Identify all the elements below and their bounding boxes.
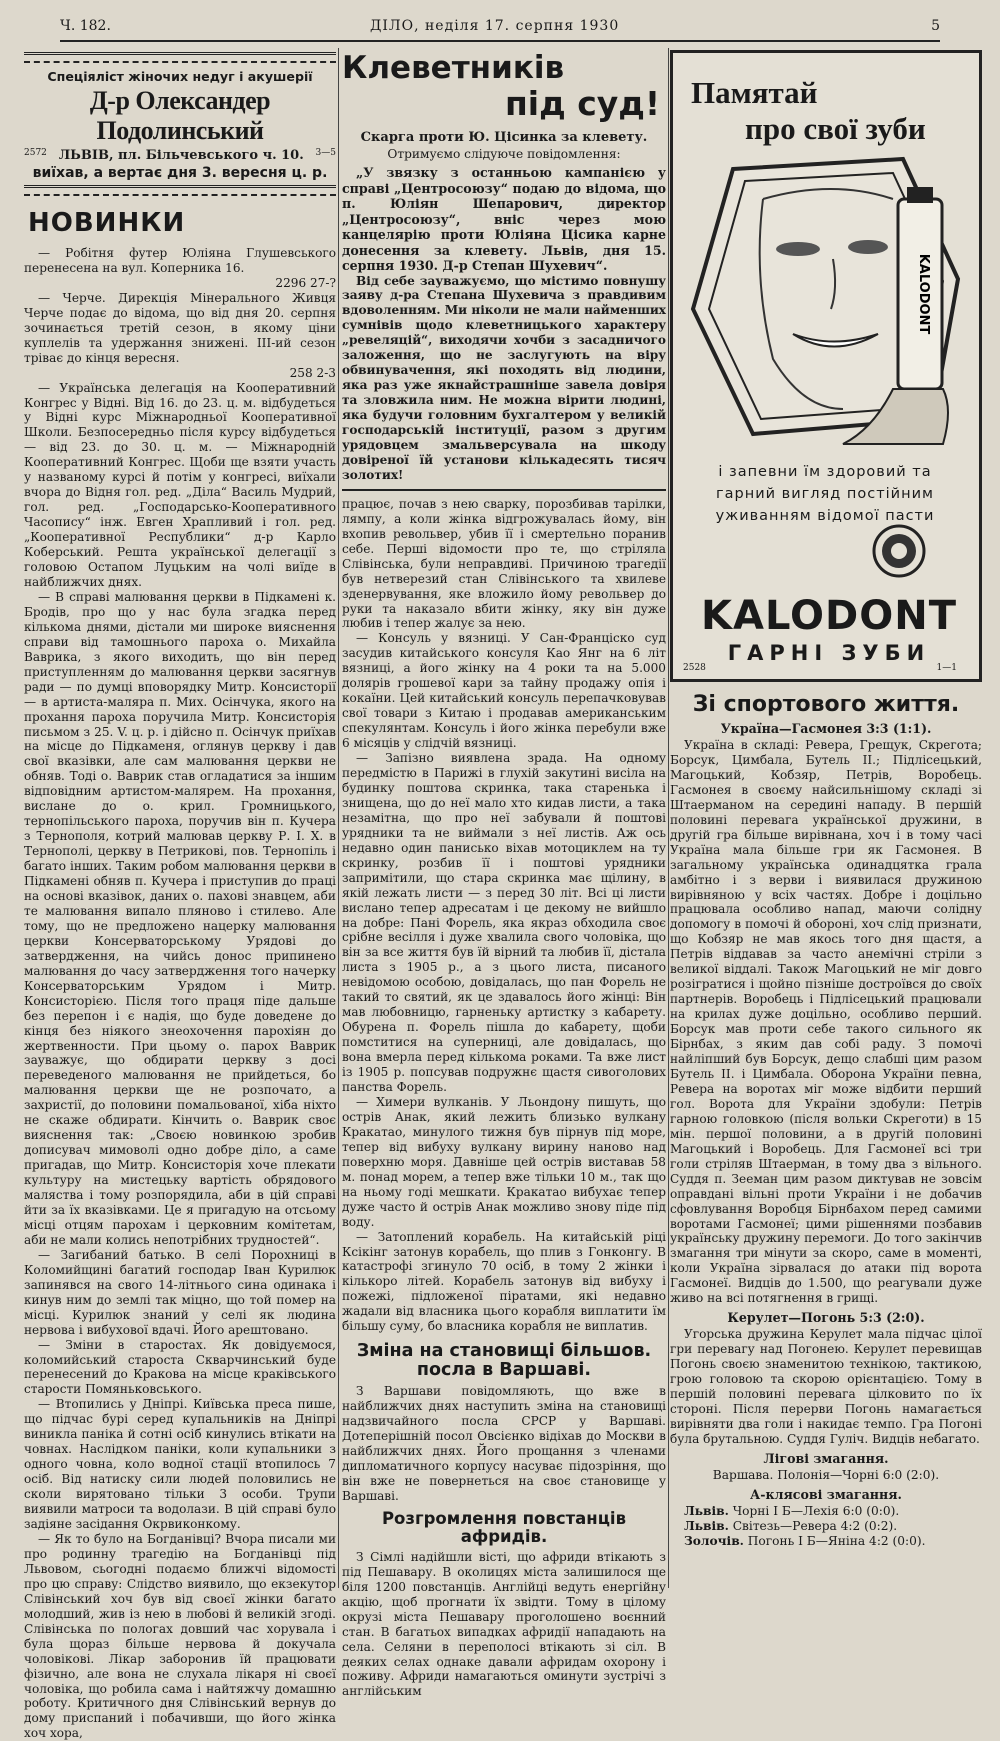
news-item: — Зміни в старостах. Як довідуємося, коломийський староста Скварчинський буде перенесений до Кракова на місце краківського старости Помяньковського. xyxy=(24,1337,336,1397)
slander-subtitle: Скарга проти Ю. Цісинка за клевету. xyxy=(360,130,648,145)
ad-border-top xyxy=(24,52,336,63)
brand-seal-icon xyxy=(871,523,927,579)
sports-title: Зі спортового життя. xyxy=(692,692,960,717)
ad-ref: 2572 xyxy=(24,148,47,158)
kalodont-ad xyxy=(670,50,982,682)
news-item: працює, почав з нею сварку, порозбивав тарілки, лямпу, а коли жінка відгрожувалась йому, він вхопив револьвер, убив її і смертельно поранив себе. Перші відомости про те, що стріляла Слівінська, були неправдиві. Причиною трагедії був нетверезий стан Слівінського та хвилеве зденервування, яке вложило йому револьвер до руки та наказало вбити жінку, яку він дуже любив і тепер жалує за нею. xyxy=(342,496,666,631)
column-divider xyxy=(338,48,339,1588)
slander-article xyxy=(342,50,666,491)
news-item: — Запізно виявлена зрада. На одному передмістю в Парижі в глухій закутині висіла на будинку поштова скринка, така старенька і знищена, що до неї мало хто кидав листи, а така незамітна, що про неї забували й поштові урядники та не виймали з неї листів. Аж ось недавно один панисько віхав мотоциклем на ту скринку, розбив її і поштові урядники запримітили, що стара скринка має щілину, в якій лежать листи — з перед 30 літ. Всі ці листи вислано тепер адресатам і це декому не вийшло на добре: Пані Форель, яка якраз обходила своє срібне весілля і дуже хвалила свого чоловіка, що він за все життя був їй вірний та любив її, дістала листа з 1905 р., а з цього листа, писаного невідомою особою, довідалась, що пан Форель не такий то святий, як це здавалось його жінці: Він мав любовницю, гарненьку артистку з кабарету. Обурена п. Форель пішла до кабарету, щоби помститися на суперниці, але довідалась, що вона вмерла перед кількома роками. Та вже лист із 1905 р. попсував подружнє щастя сивоголових панства Форель. xyxy=(342,751,666,1095)
doctor-away: виїхав, а вертає дня 3. вересня ц. р. xyxy=(32,165,328,181)
masthead: ДІЛО, неділя 17. серпня 1930 xyxy=(370,18,620,34)
news-item-ref: 258 2-3 xyxy=(289,365,336,380)
league-result: Варшава. Полонія—Чорні 6:0 (2:0). xyxy=(712,1467,940,1482)
doctor-specialty: Спеціяліст жіночих недуг і акушерії xyxy=(47,69,313,84)
news-item: — Черче. Дирекція Мінерального Живця Черче подає до відома, що від дня 20. серпня зочинається третій сезон, в якому ціни куплелів та удержання знижені. ІІІ-ий сезон тріває до кінця вересня. xyxy=(24,290,336,365)
column-left xyxy=(24,48,336,1741)
news-item: — Як то було на Богданівці? Вчора писали ми про родинну трагедію на Богданівці під Львовом, сьогодні подаємо ближчі відомості про цю справу: Слідство виявило, що екзекутор Слівінський хоч був від своєї жінки багато молодший, жив із нею в любові й великій згоді. Слівінська по пологах довший час хорувала і була щораз більше нервова й докучала чоловікові. Лікар заборонив їй працювати фізично, але вона не слухала лікаря ні своєї чоловіка, що робила сама і найтяжчу домашню роботу. Критичного дня Слівінський вернув до дому приспаний і побачивши, що його жінка хоч хора, xyxy=(24,1531,336,1741)
warsaw-text: З Варшави повідомляють, що вже в найближчих днях наступить зміна на становищі надзвичайного посла СРСР у Варшаві. Дотеперішній посол Овсієнко відіхав до Москви в найближчих днях. Його прощання з членами дипломатичного корпусу насуває підозріння, що він вже не повернеться на своє становище у Варшаві. xyxy=(342,1384,666,1503)
page-number: 5 xyxy=(931,18,940,34)
ad-border-bottom xyxy=(24,185,336,196)
news-item: — Химери вулканів. У Льондону пишуть, що острів Анак, який лежить близько вулкану Кракатао, минулого тижня був пірнув під море, тепер від вибуху вулкану вирину наново над поверхню моря. Давніше цей острів виставав 58 м. понад морем, а тепер вже тільки 10 м., так що на ньому годі мешкати. Кракатао вибухає тепер дуже часто й острів Анак можливо знову піде під воду. xyxy=(342,1094,666,1229)
news-item: — Консуль у вязниці. У Сан-Франціско суд засудив китайського консуля Као Янг на 6 літ вязниці, а його жінку на 4 роки та на 5.000 долярів грошевої кари за тайну продажу опія і кокаїни. Цей китайський консуль перепачковував свої товари з Китаю і продавав американським спекулянтам. Консуль і його жінка перебули вже 6 місяців у слідчій вязниці. xyxy=(342,631,666,751)
slander-comment: Від себе зауважуємо, що містимо повнушу заяву д-ра Степана Шухевича з правдивим вдоволенням. Ми ніколи не мали найменших сумнівів щодо клеветницького характеру „ревеляцій“, виходячи хочби з засадничого заложення, що не заслугують на віру обвинувачення, які походять від людини, яка раз уже якнайстрашніше завела довіря та зловжила ним. Не можна вірити людині, яка будучи головним бухгалтером у великій господарській інституції, разом з другим урядовцем змальверсувала на шкоду довіреної їй установи кількадесять тисяч золотих! xyxy=(342,273,666,482)
ad-slogan: ГАРНІ ЗУБИ xyxy=(727,641,931,665)
ad-body-text: і запевни їм здоровий та гарний вигляд постійним уживанням відомої пасти xyxy=(715,464,935,524)
league-title: Лігові змагання. xyxy=(763,1450,889,1466)
slander-quote: „У звязку з останньою кампанією у справі „Центросоюзу“ подаю до відома, що п. Юліян Шепарович, директор „Центросоюзу“, вніс через мою канцелярію проти Юліяна Цісика карне донесення за клевету. Львів, дня 15. серпня 1930. Д-р Степан Шухевич“. xyxy=(342,165,666,273)
news-item: — Українська делегація на Кооперативний Конгрес у Відні. Від 16. до 23. ц. м. відбудеться у Відні курс Міжнародньої Кооперативної Школи. Безпосередньо після курсу відбудеться — від 23. до 30. ц. м. — Міжнародній Кооперативний Конгрес. Щоби ще взяти участь у названому курсі й потім у конгресі, виїхали вчора до Відня гол. ред. „Діла“ Василь Мудрий, гол. ред. „Господарсько-Кооперативного Часопису“ інж. Евген Храпливий і гол. ред. „Кооперативної Республики“ д-р Карло Коберський. Решта української делегації з головою Остапом Луцьким на чолі виїде в найближчих днях. xyxy=(24,380,336,589)
a-class-result: Золочів. Погонь І Б—Яніна 4:2 (0:0). xyxy=(684,1533,926,1548)
ad-issue: 1—1 xyxy=(936,663,957,673)
news-item: — В справі малювання церкви в Підкамені к. Бродів, про що у нас була згадка перед кількома днями, дістали ми широке вияснення справи від тамошнього пароха о. Михайла Ваврика, з якого виходить, що він перед приступленням до малювання церкви засягнув ради — по думці вповорядку Митр. Консисторії — в артиста-маляра п. Мих. Осінчука, якого на прохання пароха поручила Митр. Консисторія письмом з 25. V. ц. р. і дійсно п. Осінчук приїхав на місце до Підкаменя, оглянув церкву і дав свої вказівки, але сам малювання церкви не обняв. Тоді о. Ваврик став огладатися за іншим відповідним артистом-малярем. На прохання, вислане до о. крил. Громницького, тернопільського пароха, поручив він п. Кучера з Тернополя, котрий малював церкву Р. І. Х. в Тернополі, церкву в Петриковi, пов. Тернопіль і багато інших. Таким робом малювання церкви в Підкамені обняв п. Кучера і приступив до праці на основі вказівок, даних о. пахові знавцем, аби те малювання випало пляново і стилево. Але тому, що не предложено нацерку малювання церкви Консерваторському Урядові до затвердження, на чийсь донос припинено малювання до часу затвердження того начерку Консерваторським Урядом і Митр. Консисторією. Після того праця піде дальше без перепон і є надія, що буде доведене до кінця без ніякого знеохочення парохіян до жертвенности. При цьому о. парох Ваврик зауважує, що обдирати церкву з досі переведеного малювання не прийдеться, бо малювання церкви ще не розпочато, а захристії, до половини помальованої, хіба ніхто не скаже обдирати. Кінчить о. Ваврик своє вияснення так: „Своєю новинкою зробив дописувач мимоволі одно добре діло, а саме пригадав, що Митр. Консисторія хоче плекати культуру на мистецьку вартість обрядового маляства і тому розпорядила, аби в цій справі йти за їх вказівками. Це я пригадую на отсьому місці отцям парохам і церковним комітетам, аби не мали колись непотрібних трудностей“. xyxy=(24,589,336,1247)
match-heading: Керулет—Погонь 5:3 (2:0). xyxy=(727,1310,925,1326)
ad-headline-1: Памятай xyxy=(691,75,818,110)
match-report: Угорська дружина Керулет мала підчас цілої гри перевагу над Погонею. Керулет перевищав Погонь своєю знаменитою технікою, тактикою, грою головою та скорою орієнтацією. Тому в першій половині перевага цілковито по їх стороні. Після перерви Погонь намагається вирівняти два голи і накидає темпо. Гра Погоні була брутальною. Суддя Гуліч. Видців небагато. xyxy=(670,1327,982,1446)
match-report: Україна в складі: Ревера, Грещук, Скреготa; Борсук, Цимбала, Бутель II.; Підлісецький, Магоцький, Кобзяр, Петрів, Воробець. Гасмонея в своєму найсильнішому складі зі Штаерманом на середині нападу. В першій половині перевага української дружини, в другій гра більше вирівнана, хоч і в тому часі Україна мала більше гри як Гасмонея. В загальному українська одинадцятка грала амбітно і з верви і виявилася дружиною вирівняною у всіх частях. Добре і доцільно працювала особливо напад, маючи солідну допомогу в помочі й обороні, хоч слід признати, що Кобзяр не мав якось того дня щастя, а Петрів віддавав за часто анемічні стріли з великої віддалі. Також Магоцький не міг довго розігратися і щойно пізніше достроївся до своїх партнерів. Воробець і Підлісецький працювали на крилах дуже доцільно, особливо перший. Борсук мав проти себе такого сильного як Бірнбах, з яким дав собі раду. З помочі найліпший був Борсук, дещо слабші цим разом Бутель II. і Цимбала. Оборона України певна, Ревера на воротах міг може відбити перший гол. Ворота для України здобули: Петрів гарною головкою (після вольки Скреготи) в 15 мін. першої половини, а в другій половині Магоцький і Воробець. Для Гасмонеї всі три голи стріляв Штаерман, в тому два з вільного. Суддя п. Зееман цим разом диктував не зовсім оправдані вільні проти України і не добачив сфовлування Воробця Бірнбахом перед самими воротами Гасмонеї; цими рішеннями позбавив українську дружину перемоги. До того закінчив змагання три мінути за скоро, саме в моменті, коли Україна зірвалася до атаки під ворота Гасмонеї. Видців до 1.500, що реагували дуже живо на всі потягнення в грищі. xyxy=(670,738,982,1306)
match-heading: Україна—Гасмонея 3:3 (1:1). xyxy=(720,721,932,736)
doctor-name: Д-р Олександер Подолинський xyxy=(89,86,271,145)
afridi-text: З Сімлі надійшли вісті, що африди втікають з під Пешавару. В околицях міста залишилося ще біля 1200 повстанців. Англійці ведуть енергійну акцію, щоб прогнати їх звідти. Тому в цілому окрузі міста Пешавару проголошено воєнний стан. В багатьох випадках афридії нападають на села. Селяни в переполосі втікають зі сіл. В деяких селах однаке давали афридам охорону і поживу. Африди намагаються оминути зустрічі з англійським xyxy=(342,1549,666,1699)
doctor-address-line xyxy=(24,148,336,163)
slander-title-line1: Клеветників xyxy=(342,50,565,86)
news-section-title: НОВИНКИ xyxy=(28,208,186,238)
column-middle xyxy=(342,48,666,1699)
doctor-address: ЛЬВІВ, пл. Більчевського ч. 10. xyxy=(58,148,304,163)
ad-headline-2: про свої зуби xyxy=(745,111,926,146)
warsaw-title: Зміна на становищі більшов. посла в Варшаві. xyxy=(356,1341,652,1381)
ad-ref: 2528 xyxy=(683,663,706,673)
a-class-title: А-клясові змагання. xyxy=(750,1486,902,1502)
ad-illustration xyxy=(693,159,963,449)
ad-brand: KALODONT xyxy=(701,593,957,639)
news-item: — Втопились у Дніпрі. Київська преса пише, що підчас бурі серед купальників на Дніпрі виникла паніка й сотні осіб кинулись втікати на човнах. Наслідком паніки, коли купальники з одного човна, коло водної стації втопилось 7 осіб. Від натиску сили людей половились не сколи вирятовано тільки 3 особи. Трупи виявили матроси та водолази. В цій справі було задіяне засідання Окрвиконкому. xyxy=(24,1397,336,1532)
news-item: — Загибаний батько. В селі Порохниці в Коломийщині багатий господар Іван Курилюк запинявся на свого 14-літнього сина одинака і кинув ним до землі так міцно, що той помер на місці. Курилюк знаний у селі як людина нервова і вибухової вдачі. Його арештовано. xyxy=(24,1247,336,1337)
page-header xyxy=(60,18,940,42)
a-class-result: Львів. Світезь—Ревера 4:2 (0:2). xyxy=(684,1518,898,1533)
slander-title-line2: під суд! xyxy=(504,84,660,123)
news-item-ref: 2296 27-? xyxy=(275,275,336,290)
column-right xyxy=(670,48,982,1588)
issue-number: Ч. 182. xyxy=(60,18,111,34)
news-item: — Робітня футер Юліяна Глушевського перенесена на вул. Коперника 16. xyxy=(24,246,336,275)
column-divider xyxy=(668,48,669,1588)
a-class-result: Львів. Чорні І Б—Лехія 6:0 (0:0). xyxy=(684,1503,900,1518)
slander-received: Отримуємо слідуюче повідомлення: xyxy=(387,147,621,161)
news-item: — Затоплений корабель. На китайській ріці Ксікінг затонув корабель, що плив з Гонконгу. В катастрофі згинуло 70 осіб, в тому 2 жінки і кількоро літей. Корабель затонув від вибуху і пожежі, підложеної піратами, які недавно жадали від власника цього корабля виплатити їм більшу суму, бо власника корабля не виплатив. xyxy=(342,1229,666,1334)
ad-issue: 3—5 xyxy=(315,148,336,158)
afridi-title: Розгромлення повстанців афридів. xyxy=(381,1508,627,1546)
tube-label: KALODONT xyxy=(916,253,931,335)
doctor-ad xyxy=(24,52,336,196)
